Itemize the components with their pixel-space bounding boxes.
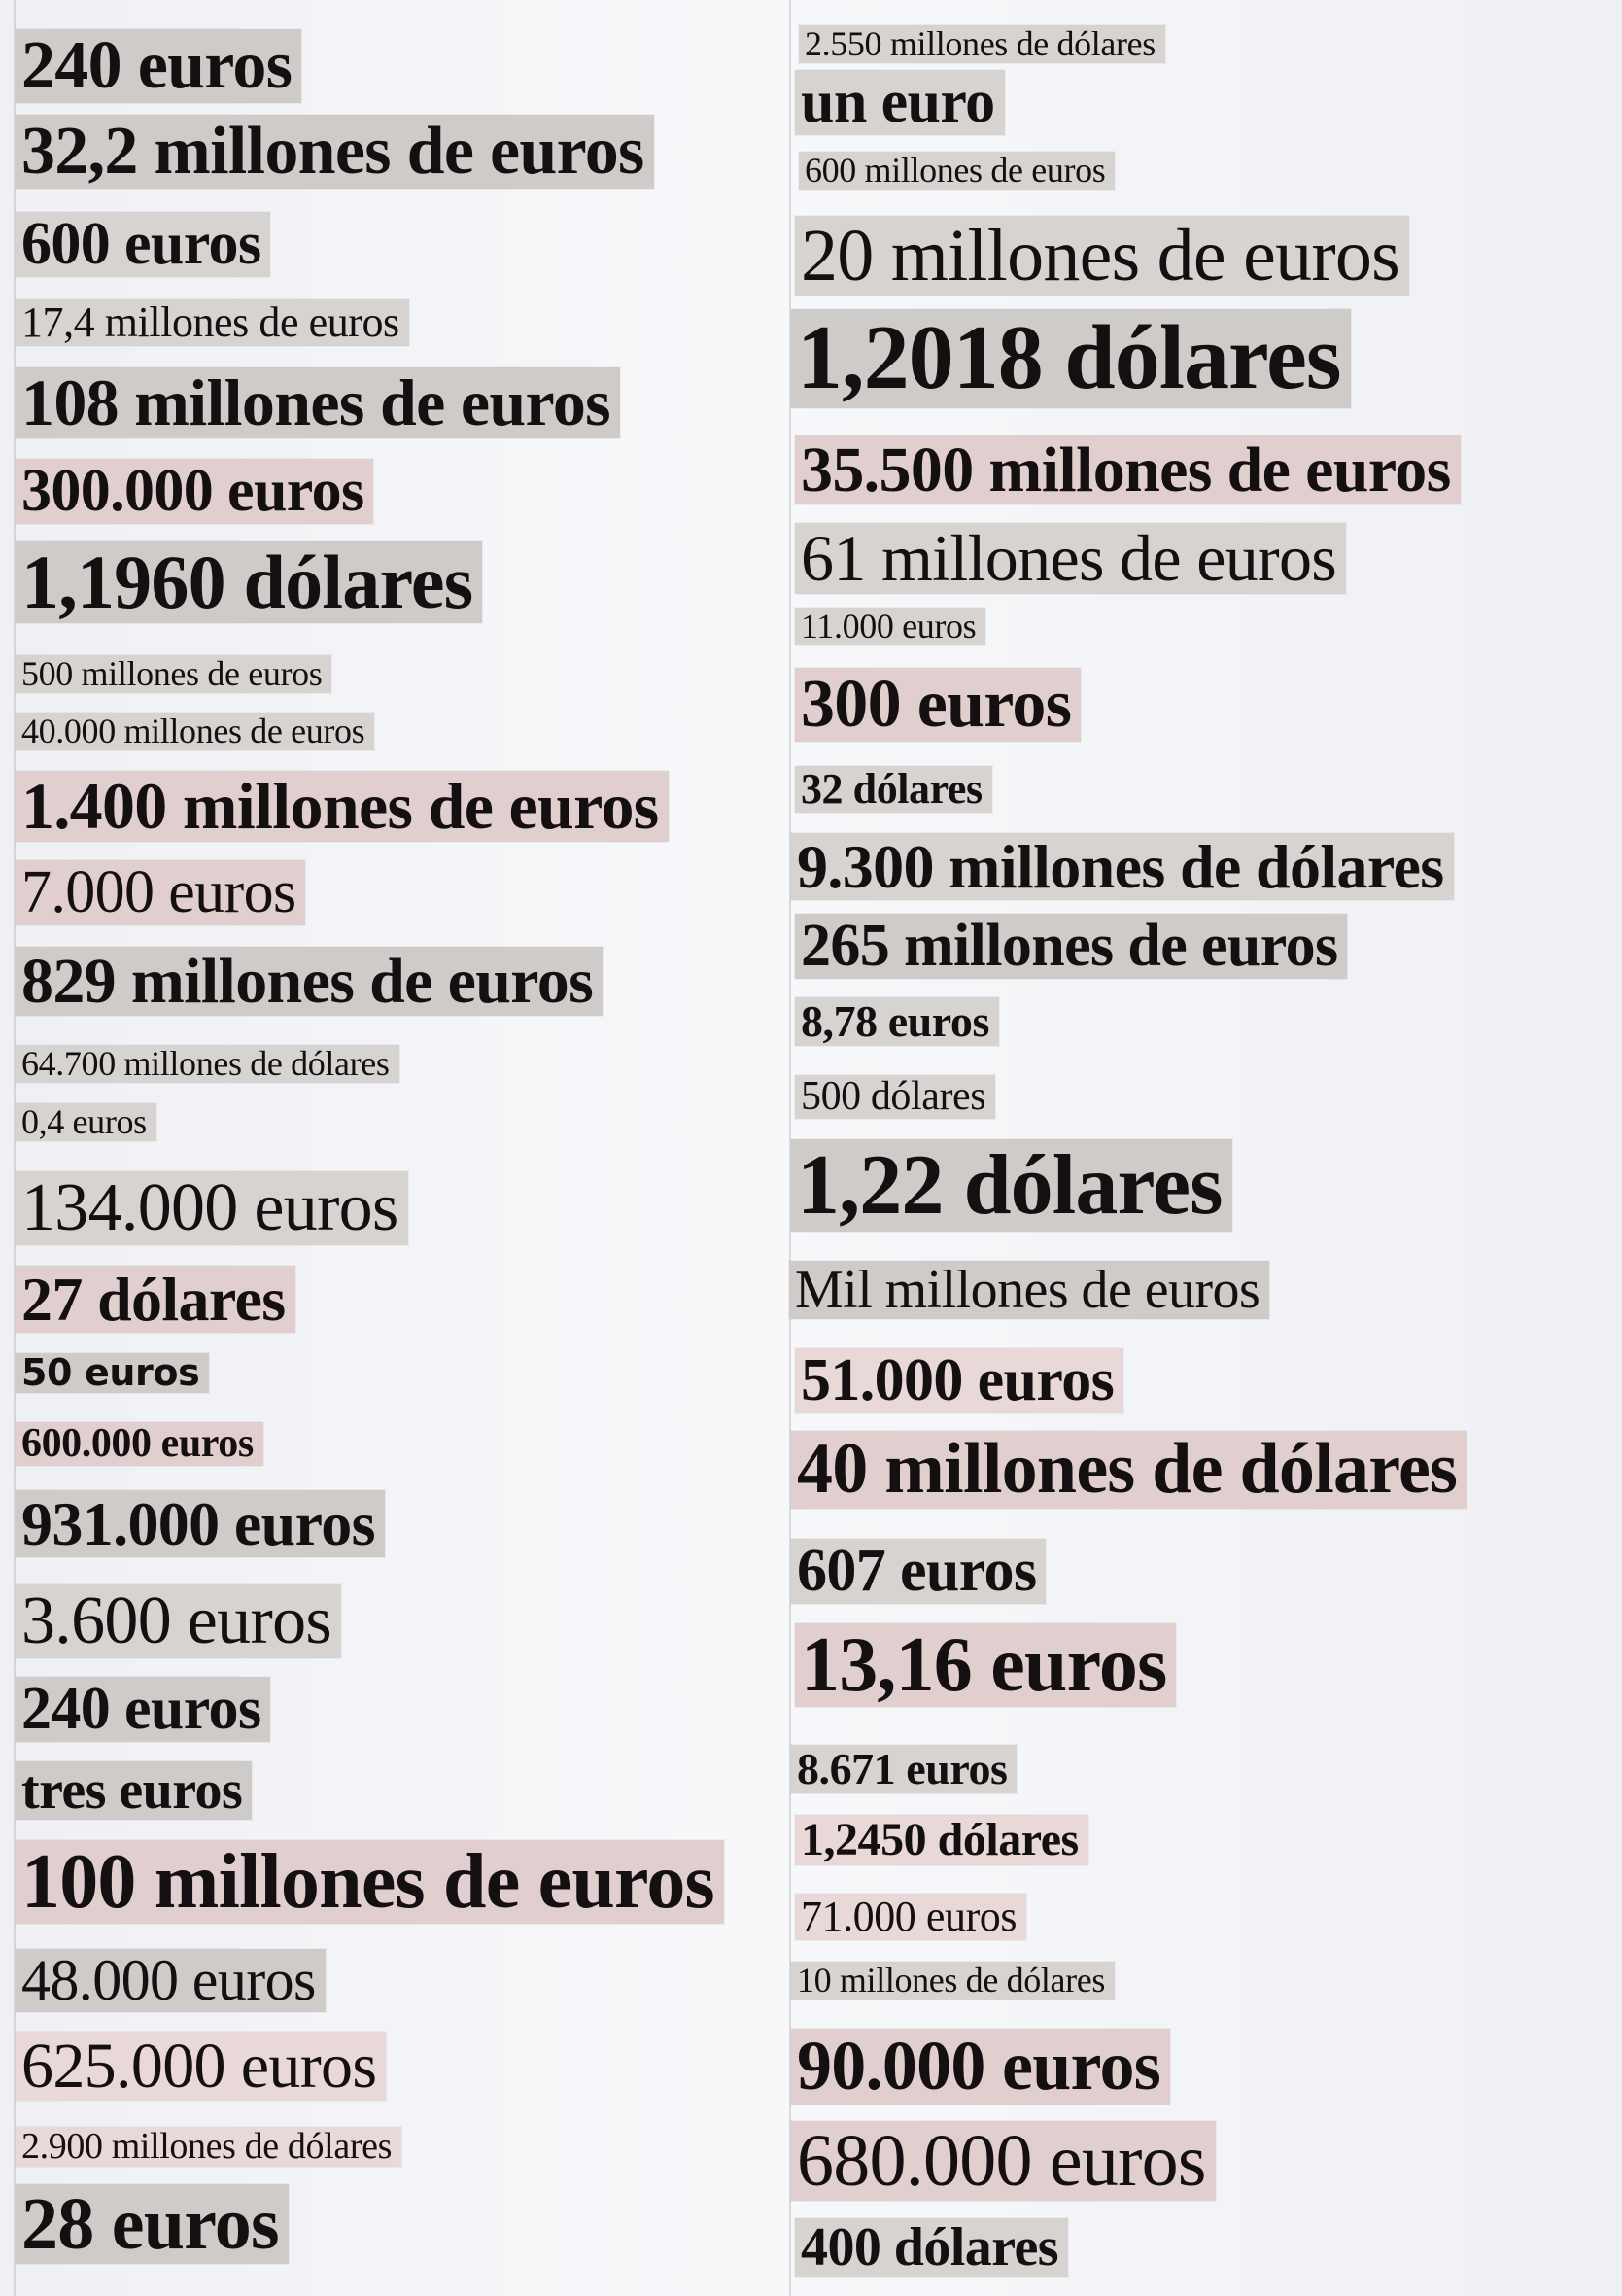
clipping-right-9: 300 euros	[795, 668, 1081, 742]
clipping-left-5: 108 millones de euros	[16, 367, 620, 438]
clipping-right-8: 11.000 euros	[795, 608, 985, 645]
clipping-right-15: 1,22 dólares	[791, 1139, 1232, 1232]
clipping-left-17: 50 euros	[16, 1353, 209, 1393]
clipping-right-14: 500 dólares	[795, 1075, 995, 1119]
clipping-right-17: 51.000 euros	[795, 1348, 1123, 1413]
clipping-right-7: 61 millones de euros	[795, 523, 1346, 594]
clipping-right-3: 600 millones de euros	[799, 152, 1115, 190]
clipping-right-21: 8.671 euros	[791, 1745, 1017, 1793]
clipping-left-8: 500 millones de euros	[16, 655, 331, 693]
clipping-left-27: 28 euros	[16, 2184, 289, 2264]
clipping-right-11: 9.300 millones de dólares	[791, 833, 1454, 900]
clipping-left-19: 931.000 euros	[16, 1490, 385, 1557]
clipping-right-26: 680.000 euros	[791, 2121, 1216, 2201]
clipping-left-21: 240 euros	[16, 1677, 270, 1742]
clipping-left-1: 240 euros	[16, 29, 301, 103]
clipping-right-10: 32 dólares	[795, 766, 992, 813]
clipping-right-19: 607 euros	[791, 1539, 1046, 1604]
clipping-right-25: 90.000 euros	[791, 2029, 1170, 2105]
clipping-right-20: 13,16 euros	[795, 1623, 1176, 1707]
clipping-left-16: 27 dólares	[16, 1266, 295, 1333]
clipping-left-20: 3.600 euros	[16, 1584, 341, 1658]
clipping-left-2: 32,2 millones de euros	[16, 115, 654, 189]
clipping-left-9: 40.000 millones de euros	[16, 713, 374, 750]
clipping-left-15: 134.000 euros	[16, 1171, 408, 1245]
clipping-left-6: 300.000 euros	[16, 459, 373, 524]
clipping-left-11: 7.000 euros	[16, 860, 305, 925]
clipping-left-22: tres euros	[16, 1761, 252, 1820]
clipping-left-3: 600 euros	[16, 212, 270, 277]
clipping-left-26: 2.900 millones de dólares	[16, 2127, 401, 2167]
clipping-right-22: 1,2450 dólares	[795, 1815, 1088, 1865]
clipping-right-1: 2.550 millones de dólares	[799, 25, 1165, 63]
clipping-left-23: 100 millones de euros	[16, 1840, 724, 1924]
clipping-left-14: 0,4 euros	[16, 1103, 156, 1141]
clipping-right-12: 265 millones de euros	[795, 914, 1347, 979]
clipping-right-5: 1,2018 dólares	[791, 309, 1351, 408]
clipping-left-4: 17,4 millones de euros	[16, 299, 409, 346]
clipping-right-2: un euro	[795, 70, 1005, 135]
clipping-right-27: 400 dólares	[795, 2218, 1068, 2277]
clipping-left-10: 1.400 millones de euros	[16, 771, 669, 842]
clipping-right-13: 8,78 euros	[795, 997, 999, 1046]
clipping-left-25: 625.000 euros	[16, 2032, 386, 2101]
clipping-right-6: 35.500 millones de euros	[795, 435, 1461, 504]
clipping-left-7: 1,1960 dólares	[16, 541, 482, 623]
clipping-left-18: 600.000 euros	[16, 1422, 263, 1466]
clipping-left-13: 64.700 millones de dólares	[16, 1045, 399, 1083]
clipping-right-24: 10 millones de dólares	[791, 1962, 1115, 2000]
clipping-left-24: 48.000 euros	[16, 1949, 326, 2012]
clipping-right-16: Mil millones de euros	[789, 1261, 1269, 1319]
clipping-left-12: 829 millones de euros	[16, 947, 603, 1016]
clipping-right-4: 20 millones de euros	[795, 216, 1409, 296]
clipping-right-23: 71.000 euros	[795, 1894, 1026, 1940]
clipping-right-18: 40 millones de dólares	[791, 1431, 1467, 1509]
